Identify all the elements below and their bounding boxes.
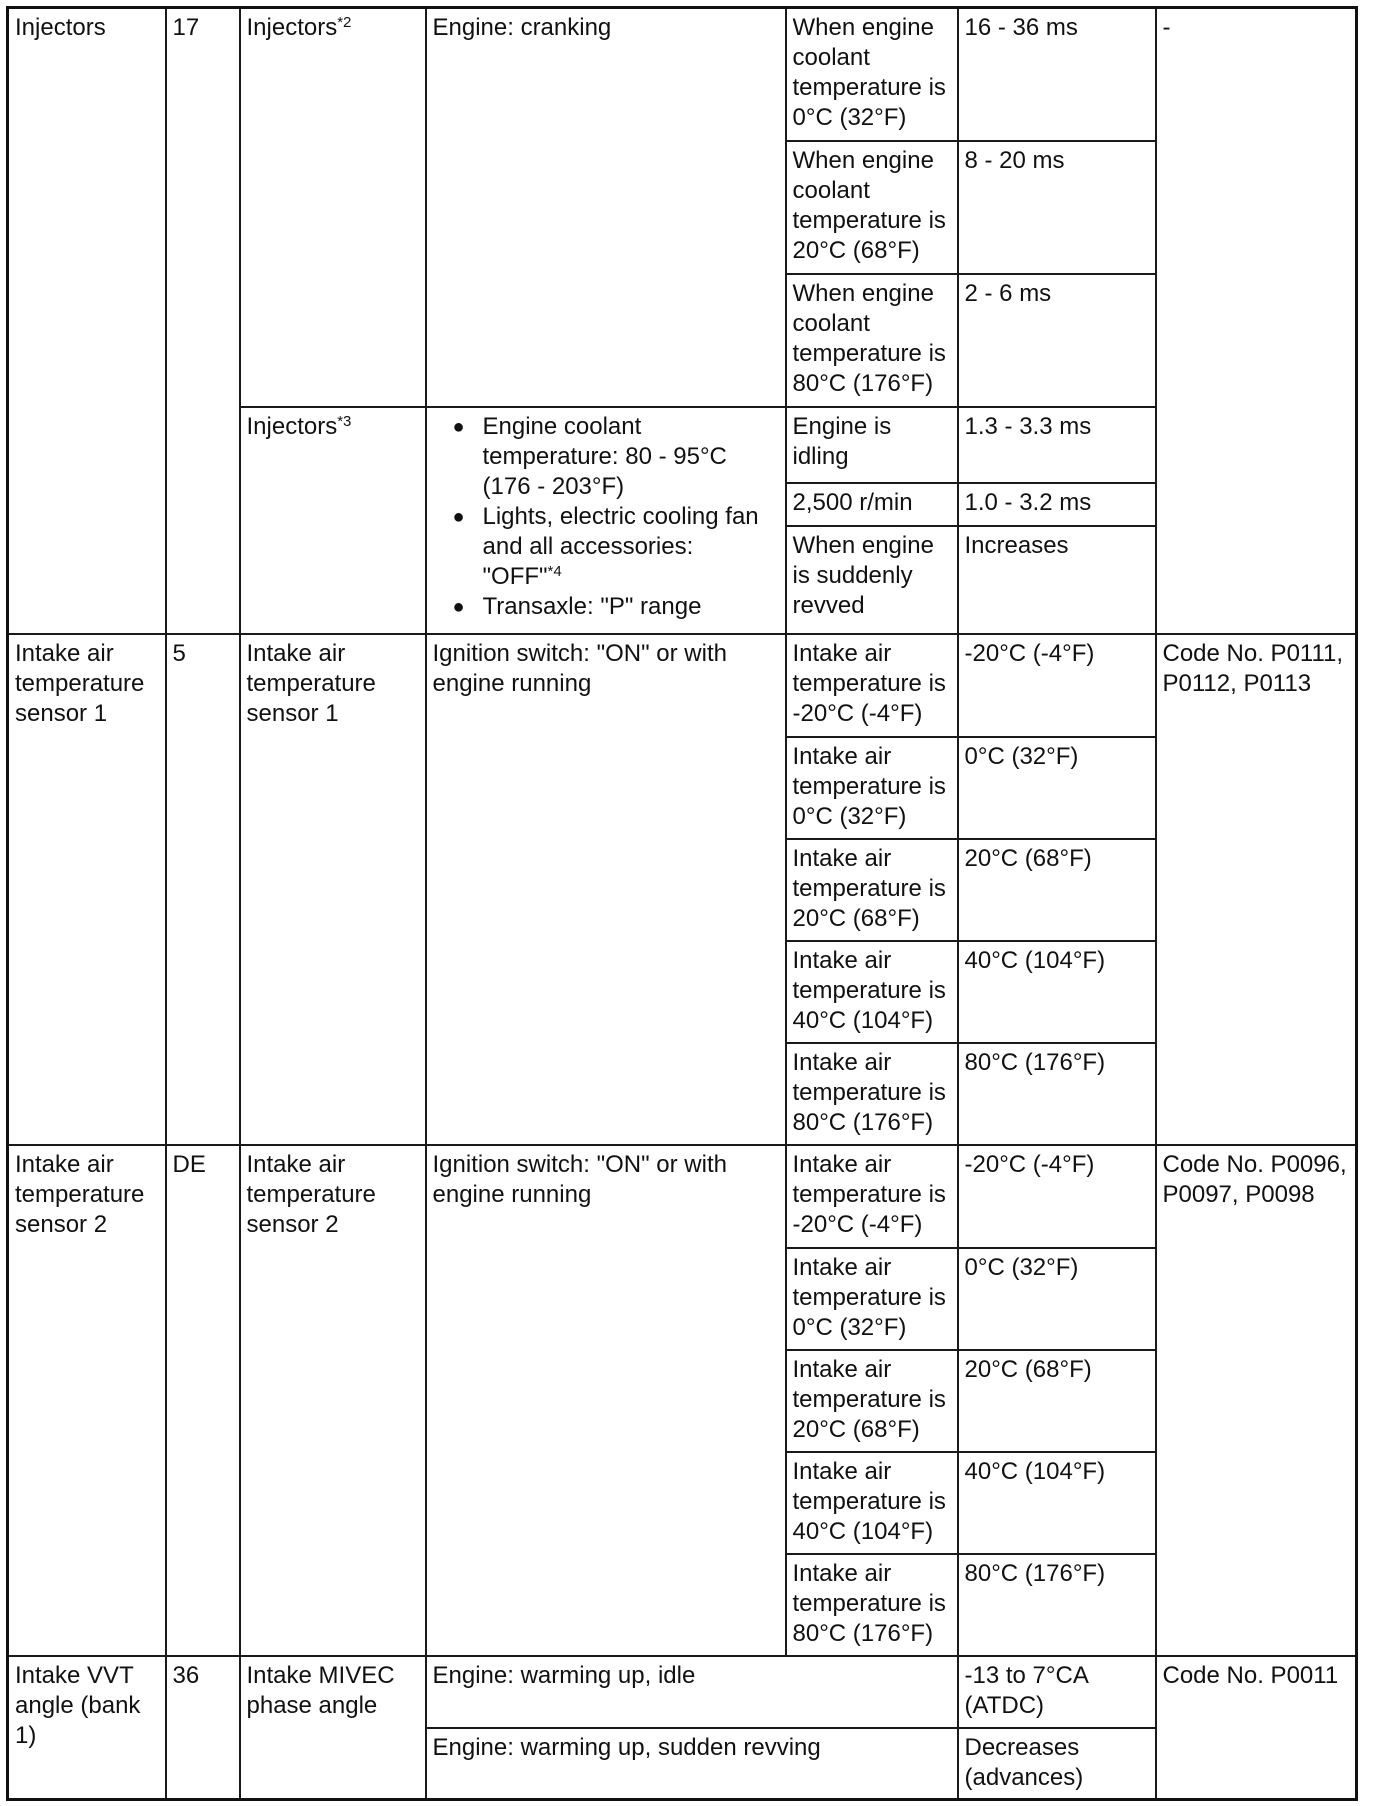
list-item: ● Engine coolant temperature: 80 - 95°C (176 - 203°F) bbox=[453, 412, 779, 502]
test-cell: Intake air temperature is 20°C (68°F) bbox=[786, 1350, 958, 1452]
standard-cell: -20°C (-4°F) bbox=[958, 634, 1156, 737]
item-iat2: Intake air temperature sensor 2 bbox=[8, 1145, 166, 1656]
standard-cell: 2 - 6 ms bbox=[958, 274, 1156, 407]
test-cell: Intake air temperature is 80°C (176°F) bbox=[786, 1043, 958, 1145]
item-no-injectors: 17 bbox=[166, 8, 240, 634]
test-cell: Intake air temperature is 0°C (32°F) bbox=[786, 737, 958, 839]
monitor-iat1: Intake air temperature sensor 1 bbox=[240, 634, 426, 1145]
standard-cell: 1.0 - 3.2 ms bbox=[958, 483, 1156, 526]
reference-vvt: Code No. P0011 bbox=[1156, 1656, 1357, 1800]
item-no-vvt: 36 bbox=[166, 1656, 240, 1800]
test-cell: When engine coolant temperature is 20°C (68°F) bbox=[786, 141, 958, 274]
standard-cell: 20°C (68°F) bbox=[958, 1350, 1156, 1452]
data-list-table bbox=[6, 6, 1358, 1801]
test-cell: Engine is idling bbox=[786, 407, 958, 483]
monitor-vvt: Intake MIVEC phase angle bbox=[240, 1656, 426, 1800]
standard-cell: 40°C (104°F) bbox=[958, 941, 1156, 1043]
standard-cell: 16 - 36 ms bbox=[958, 8, 1156, 141]
monitor-iat2: Intake air temperature sensor 2 bbox=[240, 1145, 426, 1656]
test-cell: Intake air temperature is 80°C (176°F) bbox=[786, 1554, 958, 1656]
test-cell: When engine is suddenly revved bbox=[786, 526, 958, 634]
footnote-marker: *4 bbox=[547, 562, 562, 580]
condition-vvt-idle: Engine: warming up, idle bbox=[426, 1656, 958, 1728]
standard-cell: 20°C (68°F) bbox=[958, 839, 1156, 941]
footnote-marker: *3 bbox=[337, 412, 352, 430]
test-cell: Intake air temperature is 20°C (68°F) bbox=[786, 839, 958, 941]
condition-cranking: Engine: cranking bbox=[426, 8, 786, 407]
item-no-iat1: 5 bbox=[166, 634, 240, 1145]
condition-vvt-revving: Engine: warming up, sudden revving bbox=[426, 1728, 958, 1800]
test-cell: Intake air temperature is 40°C (104°F) bbox=[786, 941, 958, 1043]
condition-iat1: Ignition switch: "ON" or with engine running bbox=[426, 634, 786, 1145]
standard-cell: 8 - 20 ms bbox=[958, 141, 1156, 274]
standard-cell: Decreases (advances) bbox=[958, 1728, 1156, 1800]
test-cell: Intake air temperature is -20°C (-4°F) bbox=[786, 1145, 958, 1248]
test-cell: When engine coolant temperature is 0°C (32°F) bbox=[786, 8, 958, 141]
standard-cell: Increases bbox=[958, 526, 1156, 634]
footnote-marker: *2 bbox=[337, 14, 352, 31]
standard-cell: 1.3 - 3.3 ms bbox=[958, 407, 1156, 483]
reference-iat1: Code No. P0111, P0112, P0113 bbox=[1156, 634, 1357, 1145]
item-injectors: Injectors bbox=[8, 8, 166, 634]
reference-injectors: - bbox=[1156, 8, 1357, 634]
standard-cell: 80°C (176°F) bbox=[958, 1043, 1156, 1145]
monitor-injectors-cranking: Injectors$^{*2}$ bbox=[240, 8, 426, 407]
condition-iat2: Ignition switch: "ON" or with engine running bbox=[426, 1145, 786, 1656]
test-cell: Intake air temperature is 40°C (104°F) bbox=[786, 1452, 958, 1554]
condition-list-idle bbox=[426, 407, 786, 634]
test-cell: 2,500 r/min bbox=[786, 483, 958, 526]
standard-cell: 0°C (32°F) bbox=[958, 737, 1156, 839]
test-cell: When engine coolant temperature is 80°C (176°F) bbox=[786, 274, 958, 407]
test-cell: Intake air temperature is 0°C (32°F) bbox=[786, 1248, 958, 1350]
monitor-injectors-idle: Injectors$^{*3}$ bbox=[240, 407, 426, 634]
standard-cell: 80°C (176°F) bbox=[958, 1554, 1156, 1656]
standard-cell: 40°C (104°F) bbox=[958, 1452, 1156, 1554]
item-vvt: Intake VVT angle (bank 1) bbox=[8, 1656, 166, 1800]
item-iat1: Intake air temperature sensor 1 bbox=[8, 634, 166, 1145]
standard-cell: 0°C (32°F) bbox=[958, 1248, 1156, 1350]
reference-iat2: Code No. P0096, P0097, P0098 bbox=[1156, 1145, 1357, 1656]
list-item: ● Transaxle: "P" range bbox=[453, 592, 779, 622]
standard-cell: -13 to 7°CA (ATDC) bbox=[958, 1656, 1156, 1728]
test-cell: Intake air temperature is -20°C (-4°F) bbox=[786, 634, 958, 737]
item-no-iat2: DE bbox=[166, 1145, 240, 1656]
standard-cell: -20°C (-4°F) bbox=[958, 1145, 1156, 1248]
list-item: ● Lights, electric cooling fan and all accessories: "OFF"$^{*4}$ bbox=[453, 502, 779, 592]
